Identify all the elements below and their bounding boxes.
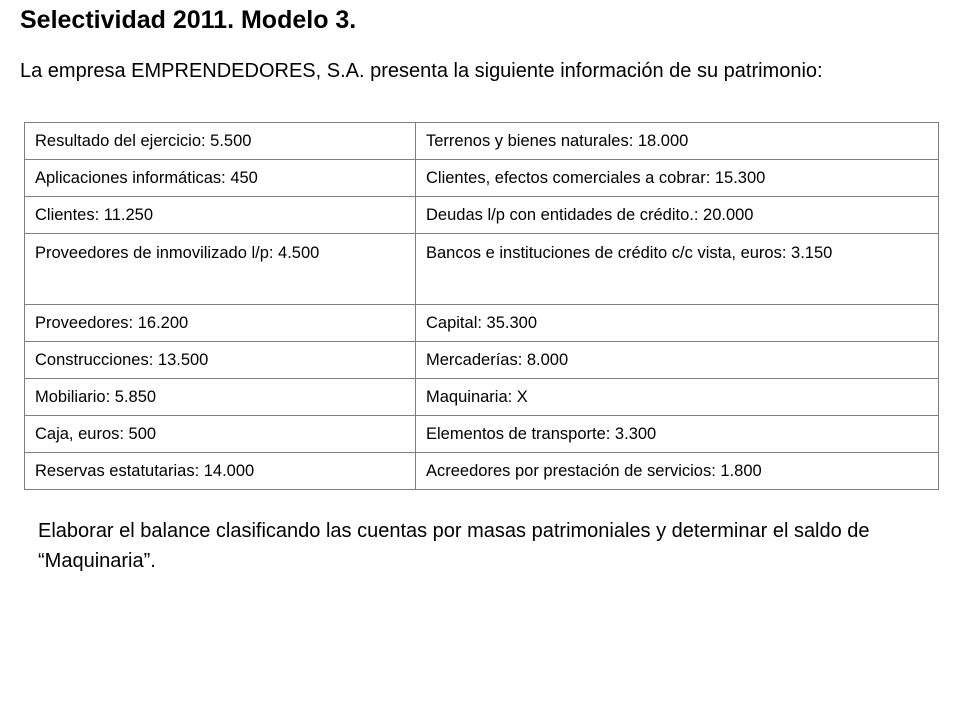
table-cell: Bancos e instituciones de crédito c/c vista, euros: 3.150 [416, 234, 939, 305]
table-row [25, 453, 939, 490]
table-row [25, 234, 939, 305]
table-cell: Construcciones: 13.500 [25, 342, 416, 379]
table-row [25, 416, 939, 453]
task-text: Elaborar el balance clasificando las cuentas por masas patrimoniales y determinar el saldo de “Maquinaria”. [38, 520, 870, 572]
table-cell: Terrenos y bienes naturales: 18.000 [416, 123, 939, 160]
table-cell: Reservas estatutarias: 14.000 [25, 453, 416, 490]
table-cell: Maquinaria: X [416, 379, 939, 416]
table-cell: Acreedores por prestación de servicios: 1.800 [416, 453, 939, 490]
table-cell: Aplicaciones informáticas: 450 [25, 160, 416, 197]
table-cell: Mobiliario: 5.850 [25, 379, 416, 416]
table-cell: Caja, euros: 500 [25, 416, 416, 453]
page-title: Selectividad 2011. Modelo 3. [20, 6, 357, 34]
table-cell: Capital: 35.300 [416, 305, 939, 342]
table-cell: Clientes: 11.250 [25, 197, 416, 234]
table-cell: Proveedores de inmovilizado l/p: 4.500 [25, 234, 416, 305]
table-row [25, 379, 939, 416]
table-row [25, 123, 939, 160]
table-row [25, 160, 939, 197]
table-cell: Mercaderías: 8.000 [416, 342, 939, 379]
table-cell: Resultado del ejercicio: 5.500 [25, 123, 416, 160]
intro-text: La empresa EMPRENDEDORES, S.A. presenta la siguiente información de su patrimonio: [20, 60, 823, 82]
table-cell: Clientes, efectos comerciales a cobrar: 15.300 [416, 160, 939, 197]
table-row [25, 305, 939, 342]
table-cell: Elementos de transporte: 3.300 [416, 416, 939, 453]
table-cell: Deudas l/p con entidades de crédito.: 20.000 [416, 197, 939, 234]
table-row [25, 342, 939, 379]
table-row [25, 197, 939, 234]
accounts-table [24, 122, 939, 490]
table-cell: Proveedores: 16.200 [25, 305, 416, 342]
